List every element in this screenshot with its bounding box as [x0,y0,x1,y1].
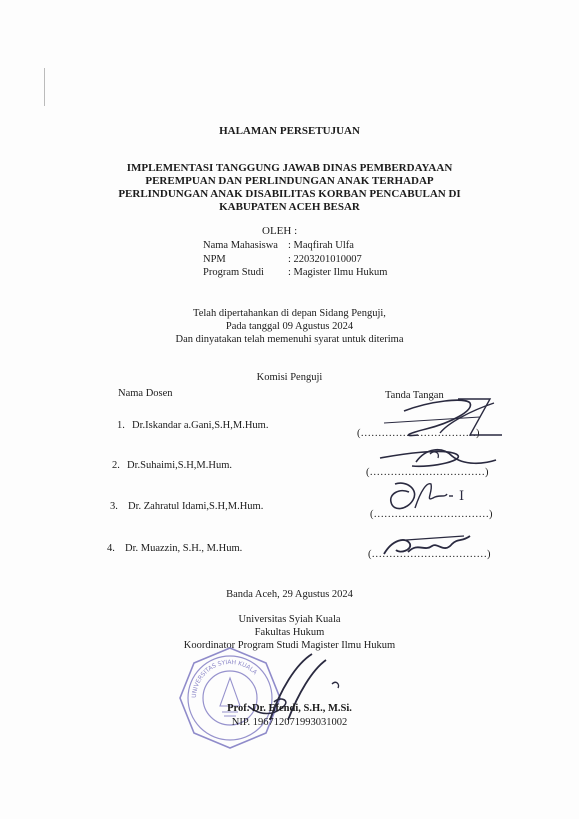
signature-line: (……………………………) [370,509,493,520]
margin-mark [44,68,45,106]
examiner-name: Dr.Iskandar a.Gani,S.H,M.Hum. [132,420,269,431]
examiner-name: Dr. Zahratul Idami,S.H,M.Hum. [128,501,264,512]
committee-label: Komisi Penguji [256,372,323,383]
faculty-name: Fakultas Hukum [254,627,325,638]
place-date: Banda Aceh, 29 Agustus 2024 [226,589,353,600]
title-line-4: KABUPATEN ACEH BESAR [219,201,360,213]
university-name: Universitas Syiah Kuala [238,614,341,625]
signature-1 [370,393,520,441]
examiner-name: Dr. Muazzin, S.H., M.Hum. [125,543,243,554]
examiner-number: 3. [110,501,118,512]
title-line-1: IMPLEMENTASI TANGGUNG JAWAB DINAS PEMBERDAYAAN [126,162,453,174]
page-heading: HALAMAN PERSETUJUAN [219,125,360,137]
signature-line: (……………………………) [357,428,480,439]
defense-line-2: Pada tanggal 09 Agustus 2024 [225,321,354,332]
student-program-label: Program Studi [203,267,264,278]
title-line-3: PERLINDUNGAN ANAK DISABILITAS KORBAN PENCABULAN DI [118,188,461,200]
student-npm-value: : 2203201010007 [288,254,362,265]
svg-text:I: I [459,489,465,504]
student-program-value: : Magister Ilmu Hukum [288,267,388,278]
signature-2 [372,440,502,476]
student-name-value: : Maqfirah Ulfa [288,240,354,251]
by-label: OLEH : [262,225,298,237]
coordinator-title: Koordinator Program Studi Magister Ilmu Hukum [183,640,396,651]
signature-3 [385,478,475,516]
defense-line-1: Telah dipertahankan di depan Sidang Penguji, [193,308,386,319]
signature-line: (……………………………) [368,549,491,560]
signature-line: (……………………………) [366,467,489,478]
examiner-number: 1. [117,420,125,431]
defense-line-3: Dan dinyatakan telah memenuhi syarat untuk diterima [175,334,404,345]
examiner-number: 2. [112,460,120,471]
examiner-name: Dr.Suhaimi,S.H,M.Hum. [127,460,233,471]
coordinator-name: Prof. Dr. Efendi, S.H., M.Si. [227,703,352,714]
title-line-2: PEREMPUAN DAN PERLINDUNGAN ANAK TERHADAP [145,175,434,187]
examiner-number: 4. [107,543,115,554]
student-npm-label: NPM [203,254,226,265]
signature-4 [378,528,478,562]
svg-text:UNIVERSITAS SYIAH KUALA: UNIVERSITAS SYIAH KUALA [190,658,259,699]
coordinator-nip: NIP. 196712071993031002 [231,717,348,728]
student-name-label: Nama Mahasiswa [203,240,278,251]
lecturer-column-header: Nama Dosen [118,388,173,399]
signature-column-header: Tanda Tangan [385,390,444,401]
